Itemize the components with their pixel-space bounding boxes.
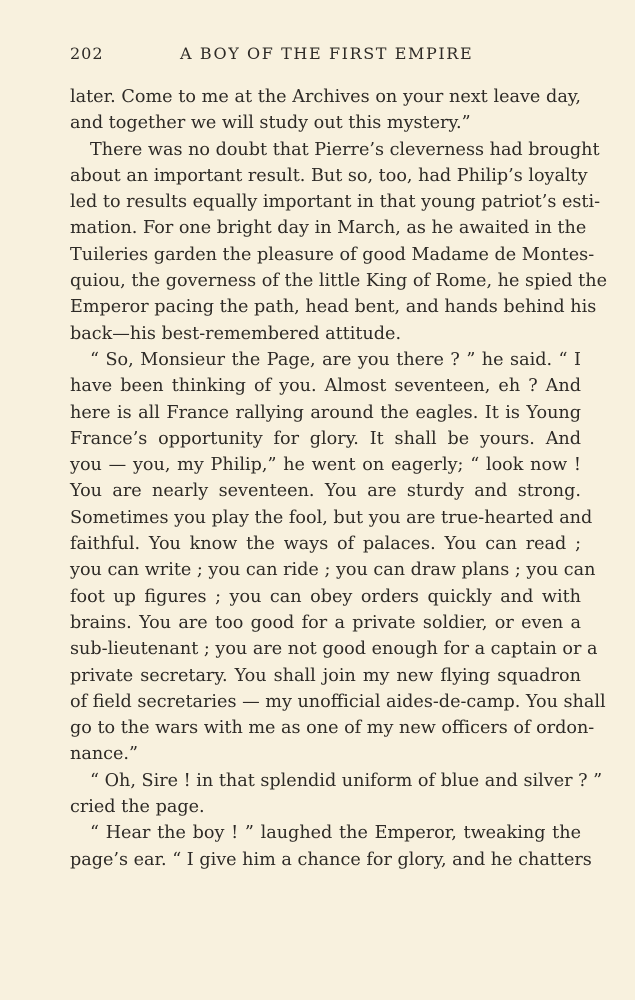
text-line: led to results equally important in that young patriot’s esti- xyxy=(70,192,601,213)
running-head: A BOY OF THE FIRST EMPIRE xyxy=(180,44,474,63)
text-line: nance.” xyxy=(70,744,139,765)
text-line: go to the wars with me as one of my new officers of ordon- xyxy=(70,718,595,739)
text-line: you — you, my Philip,” he went on eagerly; “ look now ! xyxy=(70,455,581,476)
text-line: foot up figures ; you can obey orders quickly and with xyxy=(70,586,581,607)
text-line: faithful. You know the ways of palaces. You can read ; xyxy=(70,534,581,555)
text-line: and together we will study out this mystery.” xyxy=(70,113,471,134)
text-line: “ So, Monsieur the Page, are you there ? ” he said. “ I xyxy=(90,349,581,370)
text-line: mation. For one bright day in March, as he awaited in the xyxy=(70,218,587,239)
text-line: brains. You are too good for a private soldier, or even a xyxy=(70,612,581,633)
text-line: back—his best-remembered attitude. xyxy=(70,323,402,344)
text-line: quiou, the governess of the little King of Rome, he spied the xyxy=(70,271,607,292)
text-line: “ Hear the boy ! ” laughed the Emperor, tweaking the xyxy=(90,823,581,844)
text-line: later. Come to me at the Archives on your next leave day, xyxy=(70,87,581,107)
text-line: cried the page. xyxy=(70,797,205,818)
text-line: “ Oh, Sire ! in that splendid uniform of blue and silver ? ” xyxy=(90,770,603,791)
text-line: private secretary. You shall join my new flying squadron xyxy=(70,665,581,686)
text-line: here is all France rallying around the eagles. It is Young xyxy=(70,402,581,423)
text-line: page’s ear. “ I give him a chance for glory, and he chatters xyxy=(70,849,592,870)
text-line: sub-lieutenant ; you are not good enough for a captain or a xyxy=(70,639,598,660)
text-line: Tuileries garden the pleasure of good Madame de Montes- xyxy=(70,244,595,265)
text-line: You are nearly seventeen. You are sturdy and strong. xyxy=(70,481,581,502)
text-line: of field secretaries — my unofficial aides-de-camp. You shall xyxy=(70,691,606,712)
text-line: Sometimes you play the fool, but you are true-hearted and xyxy=(70,507,593,528)
body-text xyxy=(70,84,607,873)
text-line: Emperor pacing the path, head bent, and hands behind his xyxy=(70,297,597,318)
text-line: There was no doubt that Pierre’s cleverness had brought xyxy=(90,139,600,160)
page-number: 202 xyxy=(70,44,104,63)
text-line: France’s opportunity for glory. It shall be yours. And xyxy=(70,428,581,449)
text-line: have been thinking of you. Almost seventeen, eh ? And xyxy=(70,376,581,397)
text-line: about an important result. But so, too, had Philip’s loyalty xyxy=(70,165,588,186)
page-header xyxy=(70,44,580,66)
text-line: you can write ; you can ride ; you can draw plans ; you can xyxy=(70,560,596,581)
